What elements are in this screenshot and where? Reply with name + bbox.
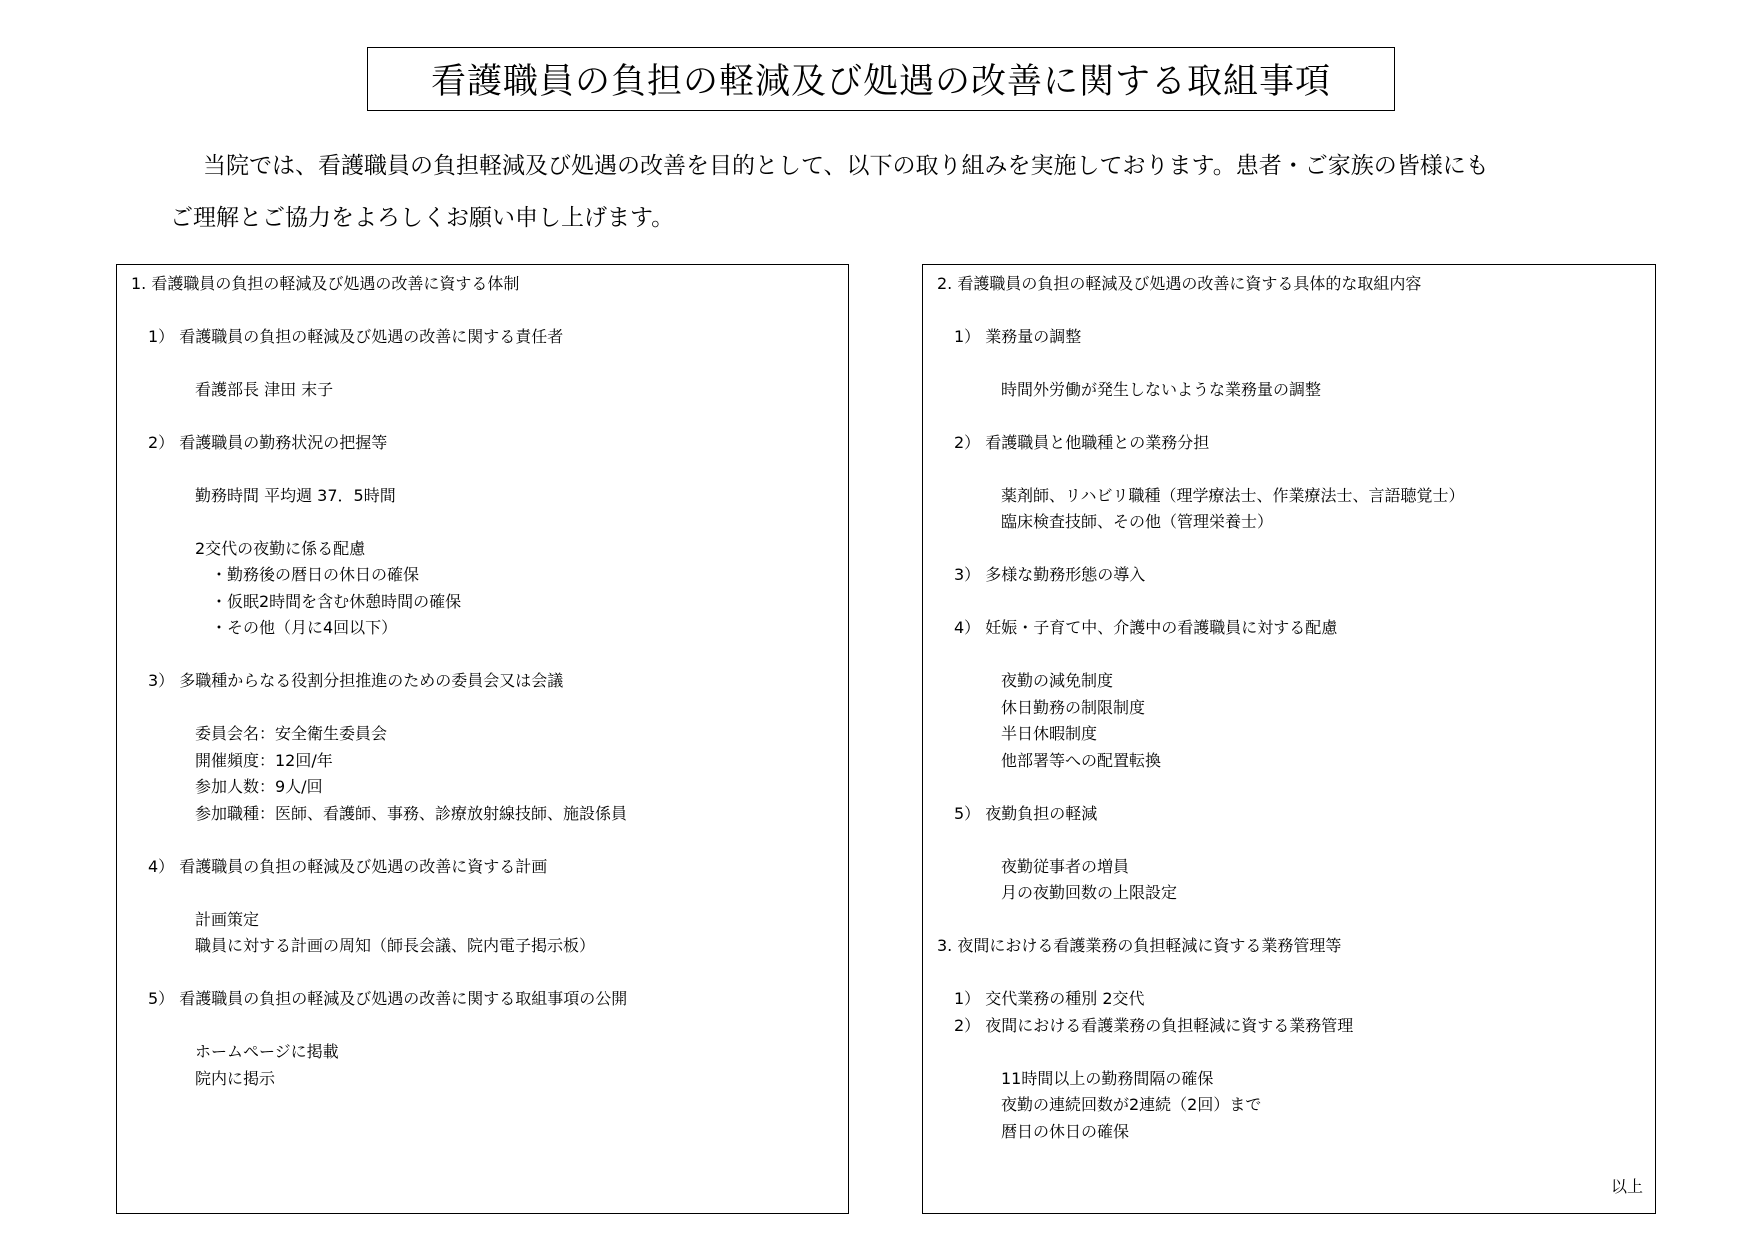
item-1-2-text: 勤務時間 平均週 37．5時間 [195, 486, 396, 505]
item-3-2-text: 暦日の休日の確保 [1001, 1122, 1130, 1141]
item-2-3-heading: 3） 多様な勤務形態の導入 [954, 565, 1146, 584]
item-3-1-heading: 1） 交代業務の種別 2交代 [954, 989, 1145, 1008]
intro-line-1: 当院では、看護職員の負担軽減及び処遇の改善を目的として、以下の取り組みを実施しております。患者・ご家族の皆様にも [203, 153, 1489, 179]
item-2-4-text: 半日休暇制度 [1001, 724, 1098, 743]
item-2-4-text: 他部署等への配置転換 [1001, 751, 1162, 770]
closing-mark: 以上 [1610, 1177, 1643, 1196]
item-1-4-text: 職員に対する計画の周知（師長会議、院内電子掲示板） [195, 936, 596, 955]
item-3-2-heading: 2） 夜間における看護業務の負担軽減に資する業務管理 [954, 1016, 1354, 1035]
item-1-3-text: 開催頻度：12回/年 [195, 751, 333, 770]
item-1-5-text: 院内に掲示 [195, 1069, 276, 1088]
item-1-2-bullet: ・勤務後の暦日の休日の確保 [211, 565, 420, 584]
item-1-1-text: 看護部長 津田 末子 [195, 380, 334, 399]
intro-line-2: ご理解とご協力をよろしくお願い申し上げます。 [170, 205, 675, 231]
section-3-heading: 3. 夜間における看護業務の負担軽減に資する業務管理等 [937, 936, 1342, 955]
item-2-2-text: 薬剤師、リハビリ職種（理学療法士、作業療法士、言語聴覚士） [1001, 486, 1465, 505]
item-1-3-text: 委員会名：安全衛生委員会 [195, 724, 388, 743]
item-1-2-text: 2交代の夜勤に係る配慮 [195, 539, 366, 558]
item-3-2-text: 11時間以上の勤務間隔の確保 [1001, 1069, 1214, 1088]
item-1-3-text: 参加職種：医師、看護師、事務、診療放射線技師、施設係員 [195, 804, 628, 823]
item-1-2-heading: 2） 看護職員の勤務状況の把握等 [148, 433, 388, 452]
item-2-1-heading: 1） 業務量の調整 [954, 327, 1082, 346]
item-1-1-heading: 1） 看護職員の負担の軽減及び処遇の改善に関する責任者 [148, 327, 564, 346]
item-2-5-heading: 5） 夜勤負担の軽減 [954, 804, 1098, 823]
item-2-4-text: 夜勤の減免制度 [1001, 671, 1114, 690]
item-2-4-heading: 4） 妊娠・子育て中、介護中の看護職員に対する配慮 [954, 618, 1338, 637]
item-1-2-bullet: ・仮眠2時間を含む休憩時間の確保 [211, 592, 462, 611]
right-panel [922, 264, 1656, 1214]
item-1-5-text: ホームページに掲載 [195, 1042, 339, 1061]
item-2-5-text: 月の夜勤回数の上限設定 [1001, 883, 1178, 902]
section-1-heading: 1. 看護職員の負担の軽減及び処遇の改善に資する体制 [131, 274, 520, 293]
left-panel [116, 264, 849, 1214]
item-1-3-heading: 3） 多職種からなる役割分担推進のための委員会又は会議 [148, 671, 564, 690]
page-title: 看護職員の負担の軽減及び処遇の改善に関する取組事項 [367, 47, 1395, 111]
item-1-2-bullet: ・その他（月に4回以下） [211, 618, 398, 637]
intro-text [170, 140, 1640, 244]
item-1-4-heading: 4） 看護職員の負担の軽減及び処遇の改善に資する計画 [148, 857, 548, 876]
item-2-1-text: 時間外労働が発生しないような業務量の調整 [1001, 380, 1322, 399]
item-3-2-text: 夜勤の連続回数が2連続（2回）まで [1001, 1095, 1262, 1114]
section-2-heading: 2. 看護職員の負担の軽減及び処遇の改善に資する具体的な取組内容 [937, 274, 1422, 293]
item-1-5-heading: 5） 看護職員の負担の軽減及び処遇の改善に関する取組事項の公開 [148, 989, 628, 1008]
item-2-2-text: 臨床検査技師、その他（管理栄養士） [1001, 512, 1274, 531]
item-2-4-text: 休日勤務の制限制度 [1001, 698, 1146, 717]
item-2-5-text: 夜勤従事者の増員 [1001, 857, 1130, 876]
item-2-2-heading: 2） 看護職員と他職種との業務分担 [954, 433, 1210, 452]
item-1-3-text: 参加人数：9人/回 [195, 777, 323, 796]
item-1-4-text: 計画策定 [195, 910, 260, 929]
